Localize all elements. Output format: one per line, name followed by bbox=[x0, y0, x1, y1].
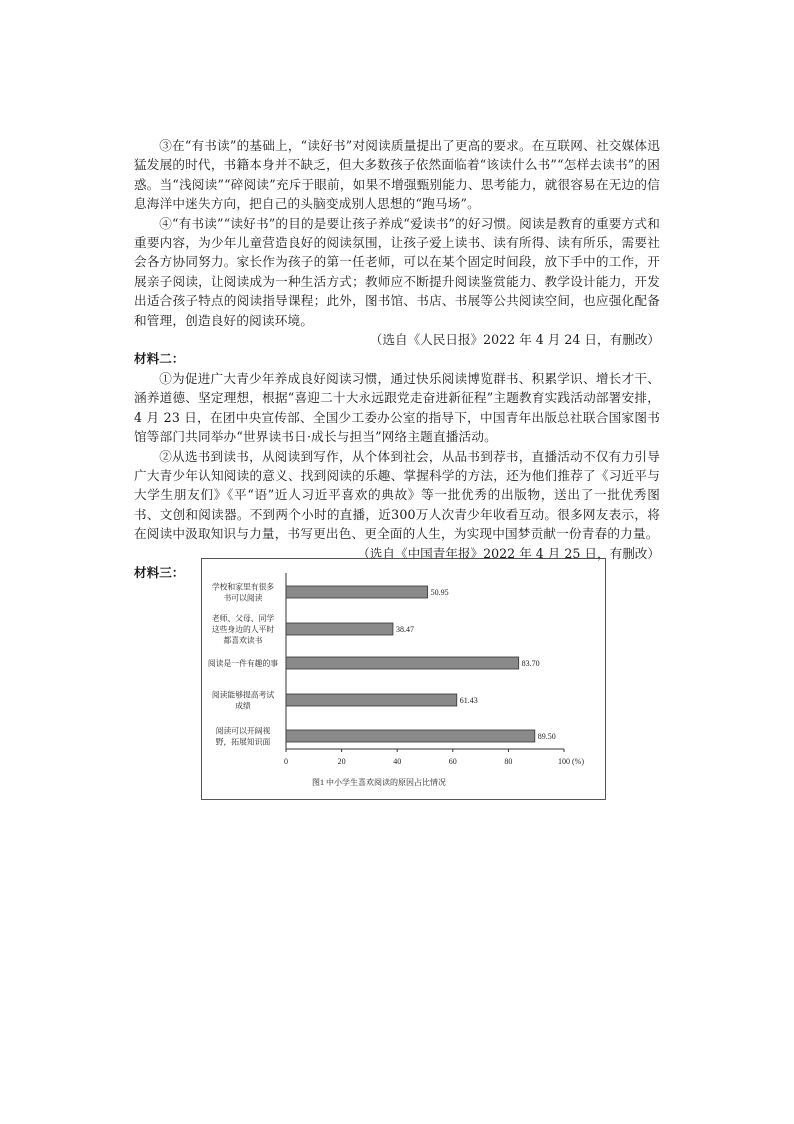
category-label: 野，拓展知识面 bbox=[215, 737, 271, 747]
x-tick-label: 80 bbox=[504, 757, 513, 766]
bar bbox=[286, 730, 535, 742]
x-tick-label: 40 bbox=[393, 757, 402, 766]
bar-value-label: 61.43 bbox=[459, 696, 478, 705]
bar-value-label: 89.50 bbox=[537, 732, 556, 741]
category-label: 成绩 bbox=[235, 701, 251, 711]
x-axis-unit: (%) bbox=[572, 757, 584, 766]
source-citation-2: （选自《中国青年报》2022 年 4 月 25 日，有删改） bbox=[357, 545, 660, 561]
x-tick-label: 100 bbox=[558, 757, 570, 766]
bar-chart-svg bbox=[202, 559, 605, 799]
x-tick-label: 0 bbox=[284, 757, 288, 766]
paragraph-4: ④“有书读”“读好书”的目的是要让孩子养成“爱读书”的好习惯。阅读是教育的重要方式和重要内容，为少年儿童营造良好的阅读氛围，让孩子爱上读书、读有所得、读有所乐，需要社会各方协同努力。家长作为孩子的第一任老师，可以在某个固定时间段，放下手中的工作，开展亲子阅读，让阅读成为一种生活方式；教师应不断提升阅读鉴赏能力、教学设计能力，开发出适合孩子特点的阅读指导课程；此外，图书馆、书店、书展等公共阅读空间，也应强化配备和管理，创造良好的阅读环境。 bbox=[134, 215, 660, 328]
material-2-heading: 材料二： bbox=[134, 351, 185, 367]
category-label: 这些身边的人平时 bbox=[211, 625, 275, 634]
bar-value-label: 50.95 bbox=[430, 588, 449, 597]
bar bbox=[286, 657, 519, 669]
bar bbox=[286, 586, 428, 598]
category-label: 老师、父母、同学 bbox=[211, 614, 275, 623]
category-label: 阅读可以开阔视 bbox=[215, 726, 271, 736]
x-tick-label: 60 bbox=[448, 757, 457, 766]
category-label: 学校和家里有很多 bbox=[211, 582, 275, 592]
material-2-paragraph-1: ①为促进广大青少年养成良好阅读习惯，通过快乐阅读博览群书、积累学识、增长才干、涵养道德、坚定理想，根据“喜迎二十大永远跟党走奋进新征程”主题教育实践活动部署安排，4 月 23 日，在团中央宣传部、全国少工委办公室的指导下，中国青年出版总社联合国家图书馆等部门共同举办“世界读书日·成长与担当”网络主题直播活动。 bbox=[134, 370, 660, 445]
bar bbox=[286, 623, 393, 635]
paragraph-3: ③在“有书读”的基础上，“读好书”对阅读质量提出了更高的要求。在互联网、社交媒体迅猛发展的时代，书籍本身并不缺乏，但大多数孩子依然面临着“该读什么书”“怎样去读书”的困惑。当“浅阅读”“碎阅读”充斥于眼前，如果不增强甄别能力、思考能力，就很容易在无边的信息海洋中迷失方向，把自己的头脑变成别人思想的“跑马场”。 bbox=[134, 138, 660, 212]
chart-caption: 图1 中小学生喜欢阅读的原因占比情况 bbox=[312, 778, 446, 787]
category-label: 阅读能够提高考试 bbox=[211, 690, 275, 700]
category-label: 都喜欢读书 bbox=[223, 636, 263, 645]
category-label: 书可以阅读 bbox=[223, 593, 263, 603]
category-label: 阅读是一件有趣的事 bbox=[207, 659, 279, 668]
article-body bbox=[134, 136, 660, 582]
source-citation-1: （选自《人民日报》2022 年 4 月 24 日，有删改） bbox=[369, 332, 660, 348]
bar-value-label: 38.47 bbox=[395, 625, 414, 634]
material-2-paragraph-2: ②从选书到读书，从阅读到写作，从个体到社会，从品书到荐书，直播活动不仅有力引导广大青少年认知阅读的意义、找到阅读的乐趣、掌握科学的方法，还为他们推荐了《习近平与大学生朋友们》《平“语”近人习近平喜欢的典故》等一批优秀的出版物，送出了一批优秀图书、文创和阅读器。不到两个小时的直播，近300万人次青少年收看互动。很多网友表示，将在阅读中汲取知识与力量，书写更出色、更全面的人生，为实现中国梦贡献一份青春的力量。 bbox=[134, 448, 660, 542]
bar-value-label: 83.70 bbox=[521, 659, 540, 668]
bar bbox=[286, 694, 457, 706]
x-tick-label: 20 bbox=[337, 757, 346, 766]
reading-reasons-chart bbox=[201, 558, 606, 800]
material-3-heading: 材料三： bbox=[134, 564, 185, 580]
